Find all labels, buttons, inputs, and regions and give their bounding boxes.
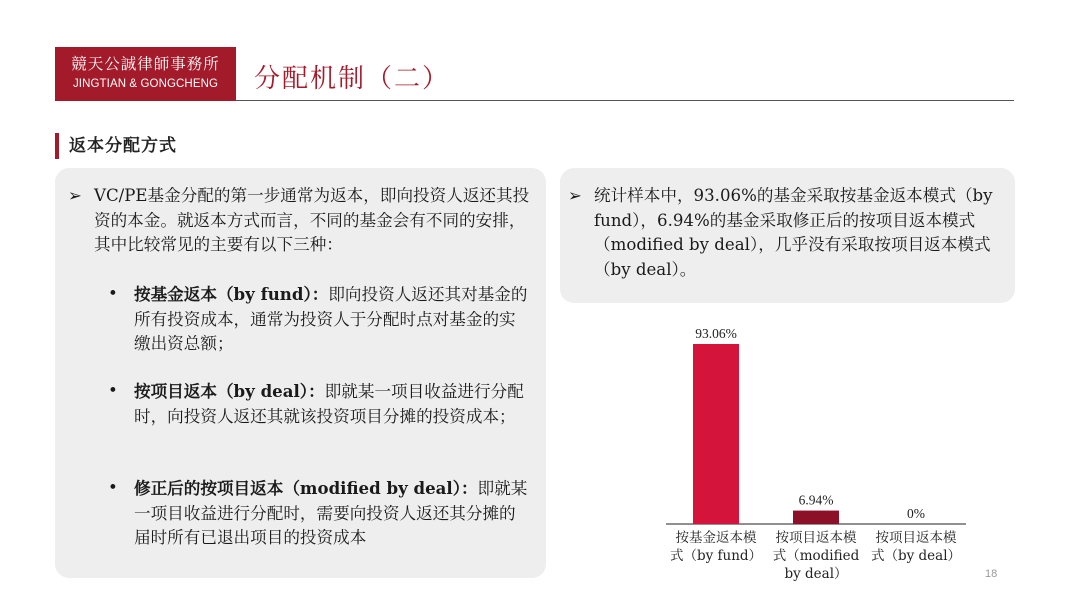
- data-label-0: 93.06%: [695, 326, 737, 341]
- category-label-2-line-0: 按项目返本模: [875, 530, 957, 546]
- category-label-1-line-2: by deal）: [784, 566, 848, 582]
- page-title: 分配机制（二）: [254, 64, 451, 94]
- page-number: 18: [985, 568, 998, 580]
- bullet-dot-icon: •: [108, 478, 118, 497]
- data-label-1: 6.94%: [798, 492, 834, 508]
- stats-text: 统计样本中，93.06%的基金采取按基金返本模式（by fund），6.94%的基金采取修正后的按项目返本模式（modified by deal），几乎没有采取按项目返本模式（by deal）。: [594, 186, 993, 279]
- intro-bullet: [68, 184, 538, 258]
- list-item-by-deal: [108, 379, 530, 429]
- item-description: 即向投资人返还其对基金的所有投资成本，通常为投资人于分配时点对基金的实缴出资总额；: [134, 285, 528, 353]
- bullet-dot-icon: •: [108, 284, 118, 303]
- category-label-0-line-0: 按基金返本模: [675, 530, 757, 546]
- bullet-arrow-icon: ➢: [568, 186, 582, 205]
- intro-text: VC/PE基金分配的第一步通常为返本，即向投资人返还其投资的本金。就返本方式而言，不同的基金会有不同的安排，其中比较常见的主要有以下三种：: [94, 186, 530, 254]
- category-label-1-line-0: 按项目返本模: [775, 530, 857, 546]
- bar-1: [793, 511, 839, 524]
- bullet-arrow-icon: ➢: [68, 186, 82, 205]
- category-label-2-line-1: 式（by deal）: [870, 548, 962, 564]
- item-description: 即就某一项目收益进行分配时，向投资人返还其就该投资项目分摊的投资成本；: [134, 382, 524, 426]
- item-term: 修正后的按项目返本（modified by deal）：: [134, 478, 478, 498]
- item-description: 即就某一项目收益进行分配时，需要向投资人返还其分摊的届时所有已退出项目的投资成本: [134, 479, 528, 547]
- list-item-by-fund: [108, 282, 530, 357]
- title-divider: [236, 100, 1014, 101]
- item-term: 按项目返本（by deal）：: [134, 381, 325, 401]
- bar-0: [693, 344, 739, 524]
- category-label-0-line-1: 式（by fund）: [669, 548, 763, 564]
- section-heading: 返本分配方式: [55, 133, 177, 159]
- category-label-1-line-1: 式（modified: [772, 548, 860, 564]
- firm-logo: [55, 47, 236, 101]
- logo-chinese-name: 競天公誠律師事務所: [71, 55, 220, 73]
- data-label-2: 0%: [907, 506, 925, 521]
- item-term: 按基金返本（by fund）：: [134, 284, 329, 304]
- bullet-dot-icon: •: [108, 381, 118, 400]
- list-item-modified-by-deal: [108, 476, 530, 551]
- stats-bullet: [568, 184, 1000, 282]
- logo-english-name: JINGTIAN & GONGCHENG: [72, 78, 219, 90]
